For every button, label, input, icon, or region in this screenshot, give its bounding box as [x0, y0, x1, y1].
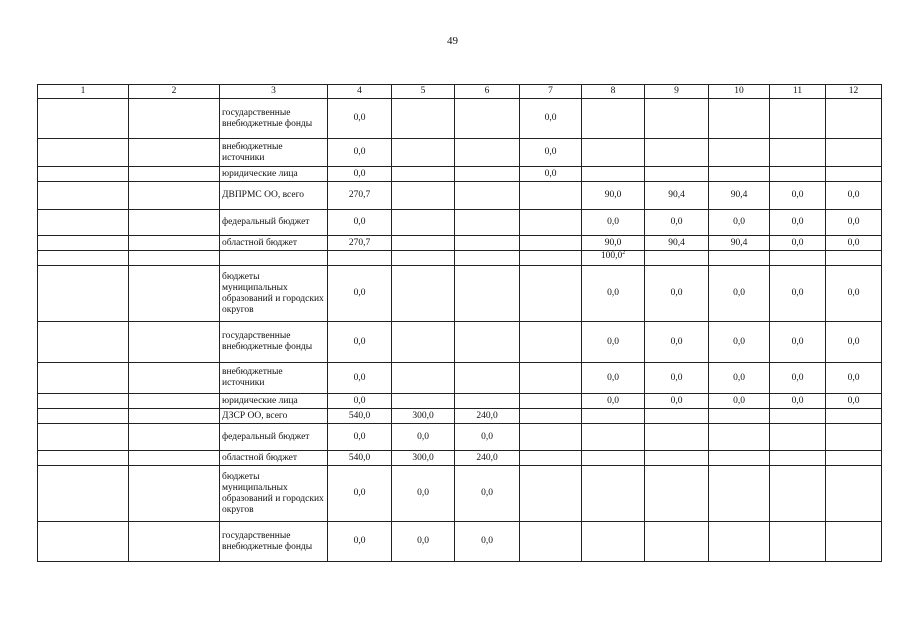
value-cell: 0,0 — [826, 394, 882, 409]
value-cell — [645, 409, 709, 424]
empty-cell — [129, 139, 220, 167]
value-cell — [770, 424, 826, 451]
value-cell: 0,0 — [826, 182, 882, 210]
value-cell — [392, 363, 455, 394]
value-cell — [520, 466, 582, 522]
row-label: государственные внебюджетные фонды — [220, 522, 328, 562]
value-cell — [520, 251, 582, 266]
empty-cell — [129, 210, 220, 236]
value-cell — [392, 210, 455, 236]
value-cell: 0,0 — [328, 167, 392, 182]
budget-table — [37, 84, 882, 562]
table-row — [38, 363, 882, 394]
row-label: внебюджетные источники — [220, 363, 328, 394]
value-cell — [392, 167, 455, 182]
value-cell: 0,0 — [328, 139, 392, 167]
empty-cell — [38, 236, 129, 251]
value-cell — [645, 167, 709, 182]
table-row — [38, 266, 882, 322]
footnote-marker: 2 — [622, 249, 626, 256]
column-header: 4 — [328, 85, 392, 99]
value-cell — [582, 167, 645, 182]
cell-value: 100,0 — [600, 251, 623, 261]
value-cell: 0,0 — [709, 322, 770, 363]
value-cell — [392, 251, 455, 266]
value-cell: 90,4 — [645, 236, 709, 251]
value-cell: 240,0 — [455, 451, 520, 466]
value-cell: 0,0 — [582, 322, 645, 363]
column-header: 11 — [770, 85, 826, 99]
value-cell: 0,0 — [770, 394, 826, 409]
row-label: бюджеты муниципальных образований и городских округов — [220, 266, 328, 322]
value-cell — [709, 466, 770, 522]
value-cell — [455, 210, 520, 236]
value-cell — [645, 139, 709, 167]
value-cell: 0,0 — [582, 266, 645, 322]
value-cell — [520, 409, 582, 424]
value-cell: 0,0 — [645, 394, 709, 409]
row-label: юридические лица — [220, 167, 328, 182]
table-row — [38, 322, 882, 363]
empty-cell — [38, 139, 129, 167]
row-label: юридические лица — [220, 394, 328, 409]
value-cell: 0,0 — [709, 266, 770, 322]
value-cell — [826, 424, 882, 451]
value-cell — [520, 266, 582, 322]
value-cell — [392, 322, 455, 363]
value-cell: 90,0 — [582, 182, 645, 210]
value-cell: 0,0 — [826, 266, 882, 322]
value-cell — [582, 451, 645, 466]
value-cell — [645, 251, 709, 266]
value-cell: 540,0 — [328, 409, 392, 424]
value-cell — [455, 363, 520, 394]
value-cell: 0,0 — [582, 210, 645, 236]
row-label: федеральный бюджет — [220, 424, 328, 451]
empty-cell — [129, 466, 220, 522]
page-number: 49 — [447, 35, 458, 47]
value-cell — [520, 322, 582, 363]
value-cell: 0,0 — [328, 322, 392, 363]
value-cell: 0,0 — [826, 322, 882, 363]
value-cell — [709, 167, 770, 182]
empty-cell — [38, 266, 129, 322]
table-body — [38, 99, 882, 562]
empty-cell — [38, 322, 129, 363]
empty-cell — [38, 451, 129, 466]
empty-cell — [38, 466, 129, 522]
value-cell: 300,0 — [392, 451, 455, 466]
table-row — [38, 139, 882, 167]
value-cell: 0,0 — [645, 363, 709, 394]
value-cell — [582, 409, 645, 424]
column-header: 1 — [38, 85, 129, 99]
value-cell: 540,0 — [328, 451, 392, 466]
value-cell: 270,7 — [328, 236, 392, 251]
value-cell — [709, 139, 770, 167]
table-row — [38, 251, 882, 266]
value-cell: 0,0 — [826, 210, 882, 236]
value-cell — [455, 182, 520, 210]
value-cell: 0,0 — [645, 322, 709, 363]
value-cell — [520, 522, 582, 562]
value-cell — [455, 322, 520, 363]
value-cell — [520, 236, 582, 251]
empty-cell — [129, 424, 220, 451]
value-cell — [826, 409, 882, 424]
value-cell — [392, 182, 455, 210]
value-cell — [709, 251, 770, 266]
value-cell: 0,0 — [455, 466, 520, 522]
value-cell: 0,0 — [328, 522, 392, 562]
value-cell: 0,0 — [328, 424, 392, 451]
value-cell — [520, 363, 582, 394]
table-row — [38, 466, 882, 522]
row-label: государственные внебюджетные фонды — [220, 322, 328, 363]
value-cell — [392, 236, 455, 251]
empty-cell — [129, 451, 220, 466]
empty-cell — [129, 182, 220, 210]
table-row — [38, 99, 882, 139]
value-cell — [392, 99, 455, 139]
value-cell — [709, 424, 770, 451]
value-cell — [770, 251, 826, 266]
value-cell: 0,0 — [328, 210, 392, 236]
value-cell: 0,0 — [328, 394, 392, 409]
row-label — [220, 251, 328, 266]
value-cell — [709, 522, 770, 562]
row-label: бюджеты муниципальных образований и городских округов — [220, 466, 328, 522]
value-cell: 0,0 — [770, 182, 826, 210]
value-cell — [582, 522, 645, 562]
value-cell: 0,0 — [392, 522, 455, 562]
column-header: 2 — [129, 85, 220, 99]
table-row — [38, 424, 882, 451]
value-cell — [455, 394, 520, 409]
empty-cell — [38, 409, 129, 424]
value-cell — [392, 394, 455, 409]
value-cell — [645, 424, 709, 451]
column-header: 5 — [392, 85, 455, 99]
value-cell — [826, 99, 882, 139]
empty-cell — [38, 210, 129, 236]
value-cell: 0,0 — [392, 466, 455, 522]
value-cell — [826, 139, 882, 167]
table-row — [38, 451, 882, 466]
value-cell: 0,0 — [709, 394, 770, 409]
value-cell — [582, 139, 645, 167]
row-label: государственные внебюджетные фонды — [220, 99, 328, 139]
row-label: федеральный бюджет — [220, 210, 328, 236]
column-header: 10 — [709, 85, 770, 99]
empty-cell — [129, 322, 220, 363]
value-cell — [770, 99, 826, 139]
value-cell — [582, 466, 645, 522]
empty-cell — [129, 99, 220, 139]
empty-cell — [38, 363, 129, 394]
value-cell — [582, 251, 645, 266]
value-cell — [582, 99, 645, 139]
value-cell: 270,7 — [328, 182, 392, 210]
table-row — [38, 182, 882, 210]
column-header: 3 — [220, 85, 328, 99]
value-cell: 0,0 — [328, 466, 392, 522]
value-cell — [709, 451, 770, 466]
value-cell — [770, 139, 826, 167]
value-cell: 0,0 — [645, 210, 709, 236]
value-cell — [826, 451, 882, 466]
value-cell — [770, 409, 826, 424]
value-cell: 90,0 — [582, 236, 645, 251]
value-cell: 0,0 — [328, 99, 392, 139]
value-cell: 0,0 — [582, 363, 645, 394]
column-header: 6 — [455, 85, 520, 99]
column-header: 9 — [645, 85, 709, 99]
empty-cell — [129, 363, 220, 394]
value-cell — [709, 99, 770, 139]
row-label: ДВПРМС ОО, всего — [220, 182, 328, 210]
value-cell: 0,0 — [455, 522, 520, 562]
column-header: 8 — [582, 85, 645, 99]
value-cell — [392, 266, 455, 322]
value-cell: 0,0 — [328, 266, 392, 322]
table-row — [38, 394, 882, 409]
empty-cell — [129, 394, 220, 409]
value-cell: 0,0 — [770, 266, 826, 322]
table-row — [38, 210, 882, 236]
value-cell — [455, 251, 520, 266]
empty-cell — [129, 167, 220, 182]
value-cell — [328, 251, 392, 266]
value-cell — [770, 466, 826, 522]
table-row — [38, 167, 882, 182]
value-cell — [770, 451, 826, 466]
value-cell — [826, 466, 882, 522]
row-label: областной бюджет — [220, 236, 328, 251]
value-cell: 0,0 — [520, 99, 582, 139]
value-cell — [645, 522, 709, 562]
value-cell: 0,0 — [455, 424, 520, 451]
row-label: ДЗСР ОО, всего — [220, 409, 328, 424]
value-cell — [520, 394, 582, 409]
empty-cell — [38, 394, 129, 409]
empty-cell — [38, 99, 129, 139]
value-cell — [770, 167, 826, 182]
value-cell: 0,0 — [709, 363, 770, 394]
table-row — [38, 236, 882, 251]
value-cell — [455, 266, 520, 322]
value-cell — [645, 99, 709, 139]
value-cell: 0,0 — [826, 363, 882, 394]
value-cell — [645, 451, 709, 466]
row-label: внебюджетные источники — [220, 139, 328, 167]
value-cell: 90,4 — [709, 236, 770, 251]
table-row — [38, 522, 882, 562]
column-header: 7 — [520, 85, 582, 99]
empty-cell — [129, 251, 220, 266]
value-cell — [455, 167, 520, 182]
value-cell: 0,0 — [520, 167, 582, 182]
value-cell: 0,0 — [770, 236, 826, 251]
value-cell: 0,0 — [520, 139, 582, 167]
empty-cell — [38, 182, 129, 210]
empty-cell — [129, 409, 220, 424]
value-cell — [520, 424, 582, 451]
value-cell — [826, 522, 882, 562]
value-cell: 0,0 — [328, 363, 392, 394]
value-cell: 0,0 — [770, 322, 826, 363]
value-cell — [455, 139, 520, 167]
empty-cell — [129, 236, 220, 251]
table-row — [38, 409, 882, 424]
value-cell — [826, 167, 882, 182]
value-cell: 0,0 — [709, 210, 770, 236]
value-cell: 0,0 — [645, 266, 709, 322]
empty-cell — [38, 167, 129, 182]
value-cell — [645, 466, 709, 522]
value-cell: 0,0 — [770, 210, 826, 236]
value-cell — [520, 210, 582, 236]
value-cell: 240,0 — [455, 409, 520, 424]
value-cell — [455, 236, 520, 251]
empty-cell — [38, 251, 129, 266]
empty-cell — [38, 424, 129, 451]
header-row — [38, 85, 882, 99]
value-cell — [520, 451, 582, 466]
value-cell — [770, 522, 826, 562]
value-cell: 90,4 — [645, 182, 709, 210]
value-cell — [392, 139, 455, 167]
value-cell: 90,4 — [709, 182, 770, 210]
value-cell — [455, 99, 520, 139]
value-cell: 0,0 — [392, 424, 455, 451]
value-cell — [520, 182, 582, 210]
value-cell: 0,0 — [770, 363, 826, 394]
empty-cell — [129, 522, 220, 562]
row-label: областной бюджет — [220, 451, 328, 466]
empty-cell — [129, 266, 220, 322]
value-cell: 0,0 — [826, 236, 882, 251]
column-header: 12 — [826, 85, 882, 99]
empty-cell — [38, 522, 129, 562]
value-cell — [582, 424, 645, 451]
value-cell: 300,0 — [392, 409, 455, 424]
value-cell — [826, 251, 882, 266]
value-cell — [709, 409, 770, 424]
value-cell: 0,0 — [582, 394, 645, 409]
